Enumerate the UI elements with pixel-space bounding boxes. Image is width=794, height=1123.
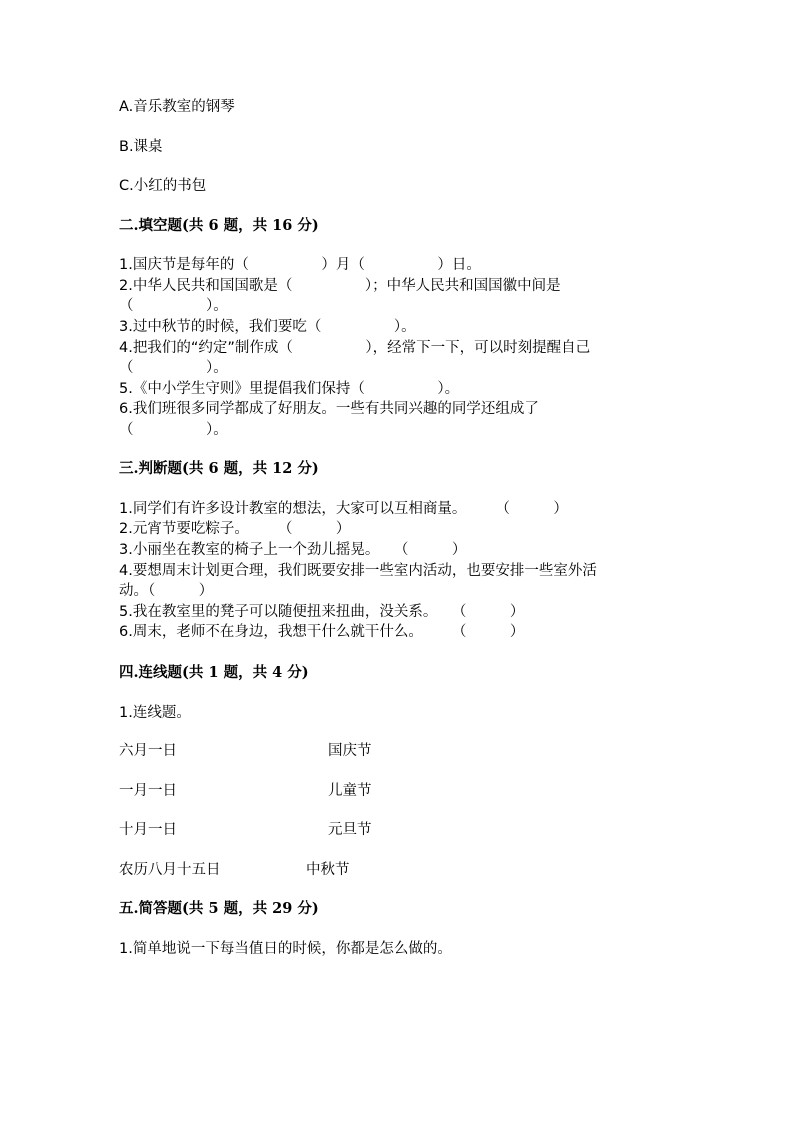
- judge-question-6: 6.周末，老师不在身边，我想干什么就干什么。 （ ）: [119, 624, 525, 640]
- fill-question-5: 5.《中小学生守则》里提倡我们保持（ ）。: [119, 381, 460, 397]
- option-c: C.小红的书包: [119, 178, 207, 194]
- fill-question-4: 4.把我们的“约定”制作成（ ），经常下一下，可以时刻提醒自己: [119, 340, 591, 356]
- match-left-item: 十月一日: [119, 822, 177, 838]
- option-a: A.音乐教室的钢琴: [119, 99, 235, 115]
- option-b: B.课桌: [119, 139, 163, 155]
- judge-question-1: 1.同学们有许多设计教室的想法，大家可以互相商量。 （ ）: [119, 501, 568, 517]
- match-right-item: 儿童节: [328, 783, 372, 799]
- section-heading-judge: 三.判断题(共 6 题，共 12 分): [119, 460, 319, 477]
- judge-question-4: 4.要想周末计划更合理，我们既要安排一些室内活动，也要安排一些室外活: [119, 563, 597, 579]
- fill-question-6-cont: （ ）。: [119, 422, 228, 438]
- match-question-1: 1.连线题。: [119, 705, 191, 721]
- match-right-item: 中秋节: [306, 862, 350, 878]
- fill-question-4-cont: （ ）。: [119, 360, 228, 376]
- judge-question-3: 3.小丽坐在教室的椅子上一个劲儿摇晃。 （ ）: [119, 542, 467, 558]
- match-left-item: 农历八月十五日: [119, 862, 221, 878]
- judge-question-5: 5.我在教室里的凳子可以随便扭来扭曲，没关系。 （ ）: [119, 604, 525, 620]
- short-answer-question-1: 1.简单地说一下每当值日的时候，你都是怎么做的。: [119, 941, 452, 957]
- fill-question-6: 6.我们班很多同学都成了好朋友。一些有共同兴趣的同学还组成了: [119, 401, 539, 417]
- match-left-item: 六月一日: [119, 743, 177, 759]
- section-heading-fill-in: 二.填空题(共 6 题，共 16 分): [119, 217, 319, 234]
- match-right-item: 国庆节: [328, 743, 372, 759]
- judge-question-4-cont: 动。（ ）: [119, 583, 214, 599]
- match-right-item: 元旦节: [328, 822, 372, 838]
- fill-question-1: 1.国庆节是每年的（ ）月（ ）日。: [119, 257, 481, 273]
- fill-question-3: 3.过中秋节的时候，我们要吃（ ）。: [119, 319, 416, 335]
- fill-question-2: 2.中华人民共和国国歌是（ ）；中华人民共和国国徽中间是: [119, 278, 561, 294]
- section-heading-short-answer: 五.简答题(共 5 题，共 29 分): [119, 900, 319, 917]
- match-left-item: 一月一日: [119, 783, 177, 799]
- judge-question-2: 2.元宵节要吃粽子。 （ ）: [119, 521, 351, 537]
- fill-question-2-cont: （ ）。: [119, 298, 228, 314]
- section-heading-match: 四.连线题(共 1 题，共 4 分): [119, 664, 309, 681]
